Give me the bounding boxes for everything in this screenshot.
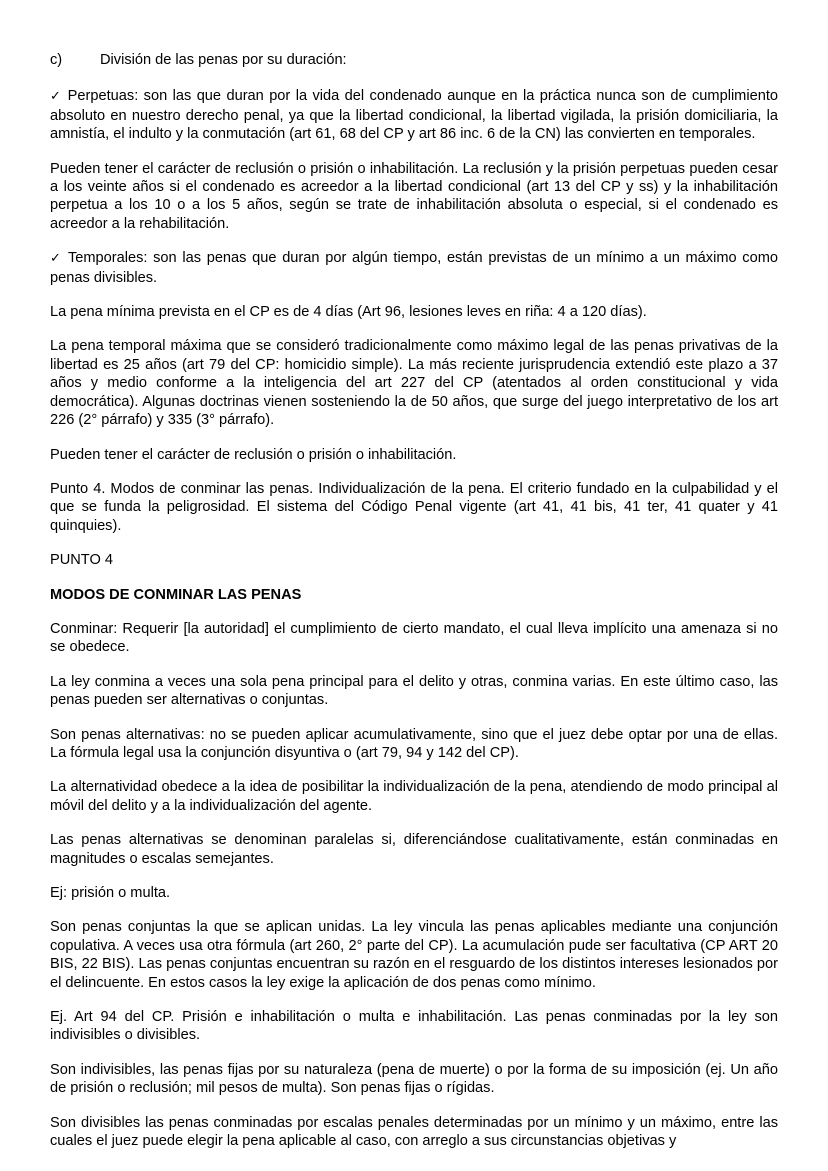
paragraph-alternatividad: La alternatividad obedece a la idea de posibilitar la individualización de la pena, atendiendo de modo principal al móvil del delito y a la individualización del agente. — [50, 779, 778, 814]
paragraph-conminar-def: Conminar: Requerir [la autoridad] el cumplimiento de cierto mandato, el cual lleva implícito una amenaza si no se obedece. — [50, 620, 778, 656]
paragraph-temporales-text: Temporales: son las penas que duran por algún tiempo, están previstas de un mínimo a un máximo como penas divisibles. — [50, 250, 778, 286]
paragraph-temporales — [50, 249, 778, 287]
paragraph-pena-minima: La pena mínima prevista en el CP es de 4 días (Art 96, lesiones leves en riña: 4 a 120 días). — [50, 304, 647, 321]
paragraph-perpetuas-text: Perpetuas: son las que duran por la vida del condenado aunque en la práctica nunca son de cumplimiento absoluto en nuestro derecho penal, ya que la libertad condicional, la libertad vigilada, la prisión domiciliaria, la amnistía, el indulto y la conmutación (art 61, 68 del CP y art 86 inc. 6 de la CN) las convierten en temporales. — [50, 88, 778, 143]
modos-heading: MODOS DE CONMINAR LAS PENAS — [50, 586, 302, 603]
checkmark-icon: ✓ — [50, 251, 63, 267]
paragraph-perpetuas — [50, 87, 778, 143]
paragraph-paralelas: Las penas alternativas se denominan paralelas si, diferenciándose cualitativamente, están conminadas en magnitudes o escalas semejantes. — [50, 832, 778, 867]
paragraph-alternativas: Son penas alternativas: no se pueden aplicar acumulativamente, sino que el juez debe optar por una de ellas. La fórmula legal usa la conjunción disyuntiva o (art 79, 94 y 142 del CP). — [50, 726, 778, 761]
paragraph-punto4-intro: Punto 4. Modos de conminar las penas. Individualización de la pena. El criterio fundado en la culpabilidad y el que se funda la peligrosidad. El sistema del Código Penal vigente (art 41, 41 bis, 41 ter, 41 quater y 41 quinquies). — [50, 480, 778, 534]
section-c-title: División de las penas por su duración: — [100, 52, 347, 68]
paragraph-divisibles: Son divisibles las penas conminadas por escalas penales determinadas por un mínimo y un máximo, entre las cuales el juez puede elegir la pena aplicable al caso, con arreglo a sus circunstancias objetivas y — [50, 1114, 778, 1150]
paragraph-ej-prision: Ej: prisión o multa. — [50, 885, 171, 901]
paragraph-ley-conmina: La ley conmina a veces una sola pena principal para el delito y otras, conmina varias. En este último caso, las penas pueden ser alternativas o conjuntas. — [50, 673, 778, 709]
paragraph-caracter-perpetuas: Pueden tener el carácter de reclusión o prisión o inhabilitación. La reclusión y la prisión perpetuas pueden cesar a los veinte años si el condenado es acreedor a la libertad condicional (art 13 del CP y ss) y la inhabilitación perpetua a los 10 o a los 5 años, según se trate de inhabilitación absoluta o especial, si el condenado es acreedor a la rehabilitación. — [50, 160, 778, 232]
paragraph-pena-maxima: La pena temporal máxima que se consideró tradicionalmente como máximo legal de las penas privativas de la libertad es 25 años (art 79 del CP: homicidio simple). La más reciente jurisprudencia extendió este plazo a 37 años y medio conforme a la inteligencia del art 227 del CP (atentados al orden constitucional y vida democrática). Algunas doctrinas vienen sosteniendo la de 50 años, que surge del juego interpretativo de los art 226 (2° párrafo) y 335 (3° párrafo). — [50, 338, 778, 429]
checkmark-icon: ✓ — [50, 89, 63, 105]
document-body — [50, 51, 778, 1150]
paragraph-ej-art94: Ej. Art 94 del CP. Prisión e inhabilitación o multa e inhabilitación. Las penas conminadas por la ley son indivisibles o divisibles. — [50, 1009, 778, 1044]
paragraph-indivisibles: Son indivisibles, las penas fijas por su naturaleza (pena de muerte) o por la forma de su imposición (ej. Un año de prisión o reclusión; mil pesos de multa). Son penas fijas o rígidas. — [50, 1061, 778, 1097]
paragraph-caracter-temporales: Pueden tener el carácter de reclusión o prisión o inhabilitación. — [50, 446, 457, 463]
section-c-label: c) — [50, 52, 63, 68]
paragraph-conjuntas: Son penas conjuntas la que se aplican unidas. La ley vincula las penas aplicables mediante una conjunción copulativa. A veces usa otra fórmula (art 260, 2° parte del CP). La acumulación pude ser facultativa (CP ART 20 BIS, 22 BIS). Las penas conjuntas encuentran su razón en el resguardo de los distintos intereses lesionados por el delincuente. En estos casos la ley exige la aplicación de dos penas como mínimo. — [50, 919, 778, 991]
punto4-label: PUNTO 4 — [50, 552, 113, 569]
section-c-heading — [50, 51, 778, 69]
